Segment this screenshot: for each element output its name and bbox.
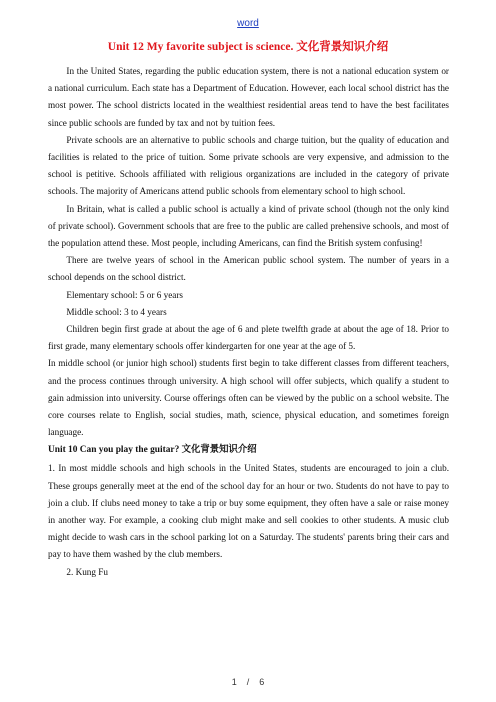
paragraph-twelve-years: There are twelve years of school in the American public school system. The number of years in a school depends on the school district. — [48, 255, 449, 283]
list-item-elementary: Elementary school: 5 or 6 years — [66, 289, 183, 300]
header-link[interactable]: word — [237, 18, 259, 29]
page-separator: / — [246, 677, 250, 687]
document-body — [48, 63, 449, 581]
paragraph-middle-school: In middle school (or junior high school) students first begin to take different classes from different teachers, and the process continues through university. A high school will offer subjects, which qualify a student to gain admission into university. Course offerings often can be viewed by the public on a school website. The core courses relate to English, social studies, math, science, physical education, and sometimes foreign language. — [48, 358, 449, 438]
paragraph-kung-fu: 2. Kung Fu — [66, 566, 108, 577]
paragraph-grades: Children begin first grade at about the age of 6 and plete twelfth grade at about the age of 18. Prior to first grade, many elementary schools offer kindergarten for one year at the age of 5. — [48, 324, 449, 352]
page-number: 1 — [231, 677, 237, 687]
paragraph-britain: In Britain, what is called a public school is actually a kind of private school (though not the only kind of private school). Government schools that are free to the public are called prehensive schools, and most of the population attend these. Most people, including Americans, can find the British system confusing! — [48, 203, 449, 249]
list-item-middle: Middle school: 3 to 4 years — [66, 306, 167, 317]
page-total: 6 — [259, 677, 265, 687]
paragraph-private-schools: Private schools are an alternative to public schools and charge tuition, but the quality of education and facilities is related to the price of tuition. Some private schools are very expensive, and admission to the school is petitive. Schools affiliated with religious organizations are included in the category of private schools. The majority of Americans attend public schools from elementary school to high school. — [48, 134, 449, 197]
page-footer — [0, 677, 496, 687]
section-heading-unit10: Unit 10 Can you play the guitar? 文化背景知识介绍 — [48, 445, 257, 456]
paragraph-us-education: In the United States, regarding the public education system, there is not a national education system or a national curriculum. Each state has a Department of Education. However, each local school district has the most power. The school districts located in the wealthiest residential areas tend to have the best facilitates since public schools are funded by tax and not by tuition fees. — [48, 66, 449, 128]
page-title: Unit 12 My favorite subject is science. 文化背景知识介绍 — [107, 41, 389, 53]
paragraph-clubs: 1. In most middle schools and high schools in the United States, students are encouraged to join a club. These groups generally meet at the end of the school day for an hour or two. Students do not have to pay to join a club. If clubs need money to take a trip or buy some equipment, they often have a sale or raise money in another way. For example, a cooking club might make and sell cookies to other students. A music club might decide to wash cars in the school parking lot on a Saturday. The students' parents bring their cars and pay to have them washed by the club members. — [48, 463, 449, 560]
